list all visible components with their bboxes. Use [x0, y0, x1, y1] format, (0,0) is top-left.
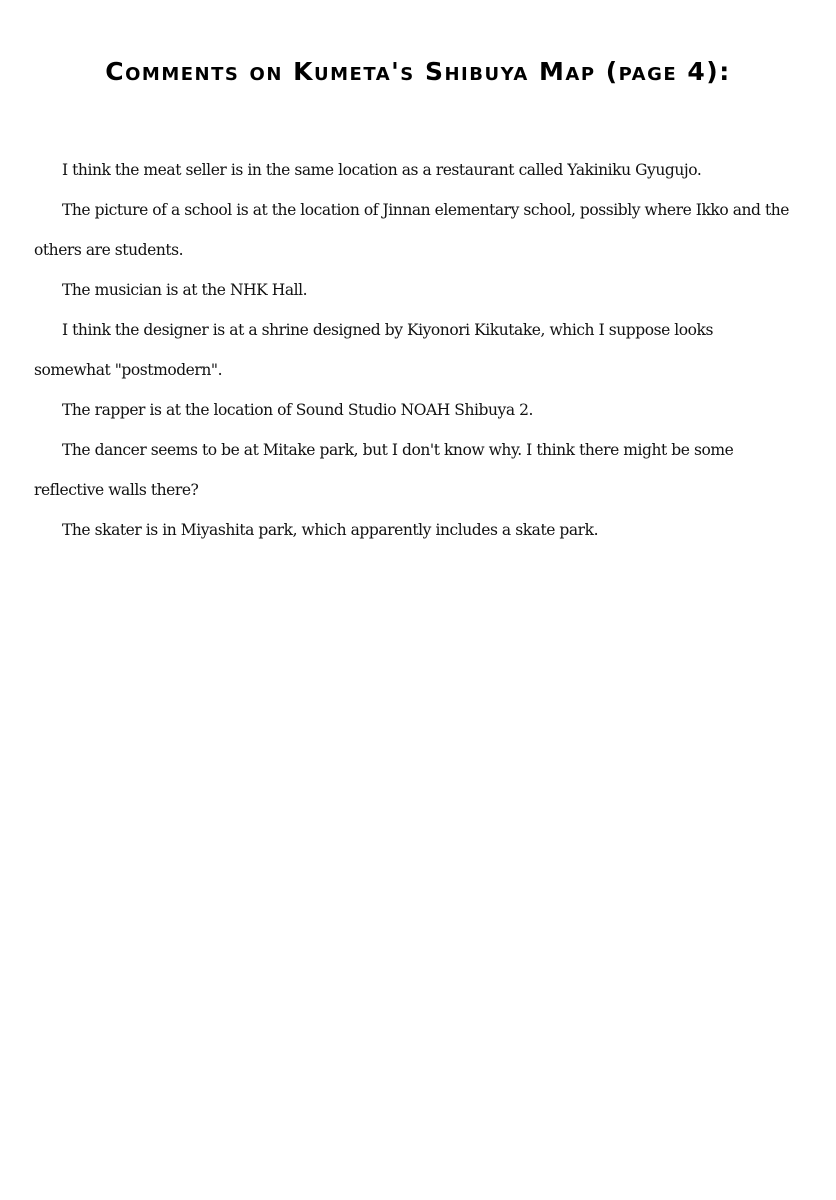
- paragraph-meat-seller: I think the meat seller is in the same location as a restaurant called Yakiniku Gyugujo.: [62, 161, 702, 179]
- paragraph-skater: The skater is in Miyashita park, which apparently includes a skate park.: [62, 521, 599, 539]
- paragraph-musician: The musician is at the NHK Hall.: [62, 281, 308, 299]
- page-title: Comments on Kumeta's Shibuya Map (page 4):: [105, 57, 731, 86]
- document-body: [34, 150, 789, 550]
- paragraph-rapper: The rapper is at the location of Sound Studio NOAH Shibuya 2.: [62, 401, 533, 419]
- paragraph-designer: I think the designer is at a shrine designed by Kiyonori Kikutake, which I suppose looks somewhat "postmodern".: [34, 321, 713, 379]
- paragraph-dancer: The dancer seems to be at Mitake park, but I don't know why. I think there might be some reflective walls there?: [34, 441, 734, 499]
- paragraph-school: The picture of a school is at the location of Jinnan elementary school, possibly where Ikko and the others are students.: [34, 201, 789, 259]
